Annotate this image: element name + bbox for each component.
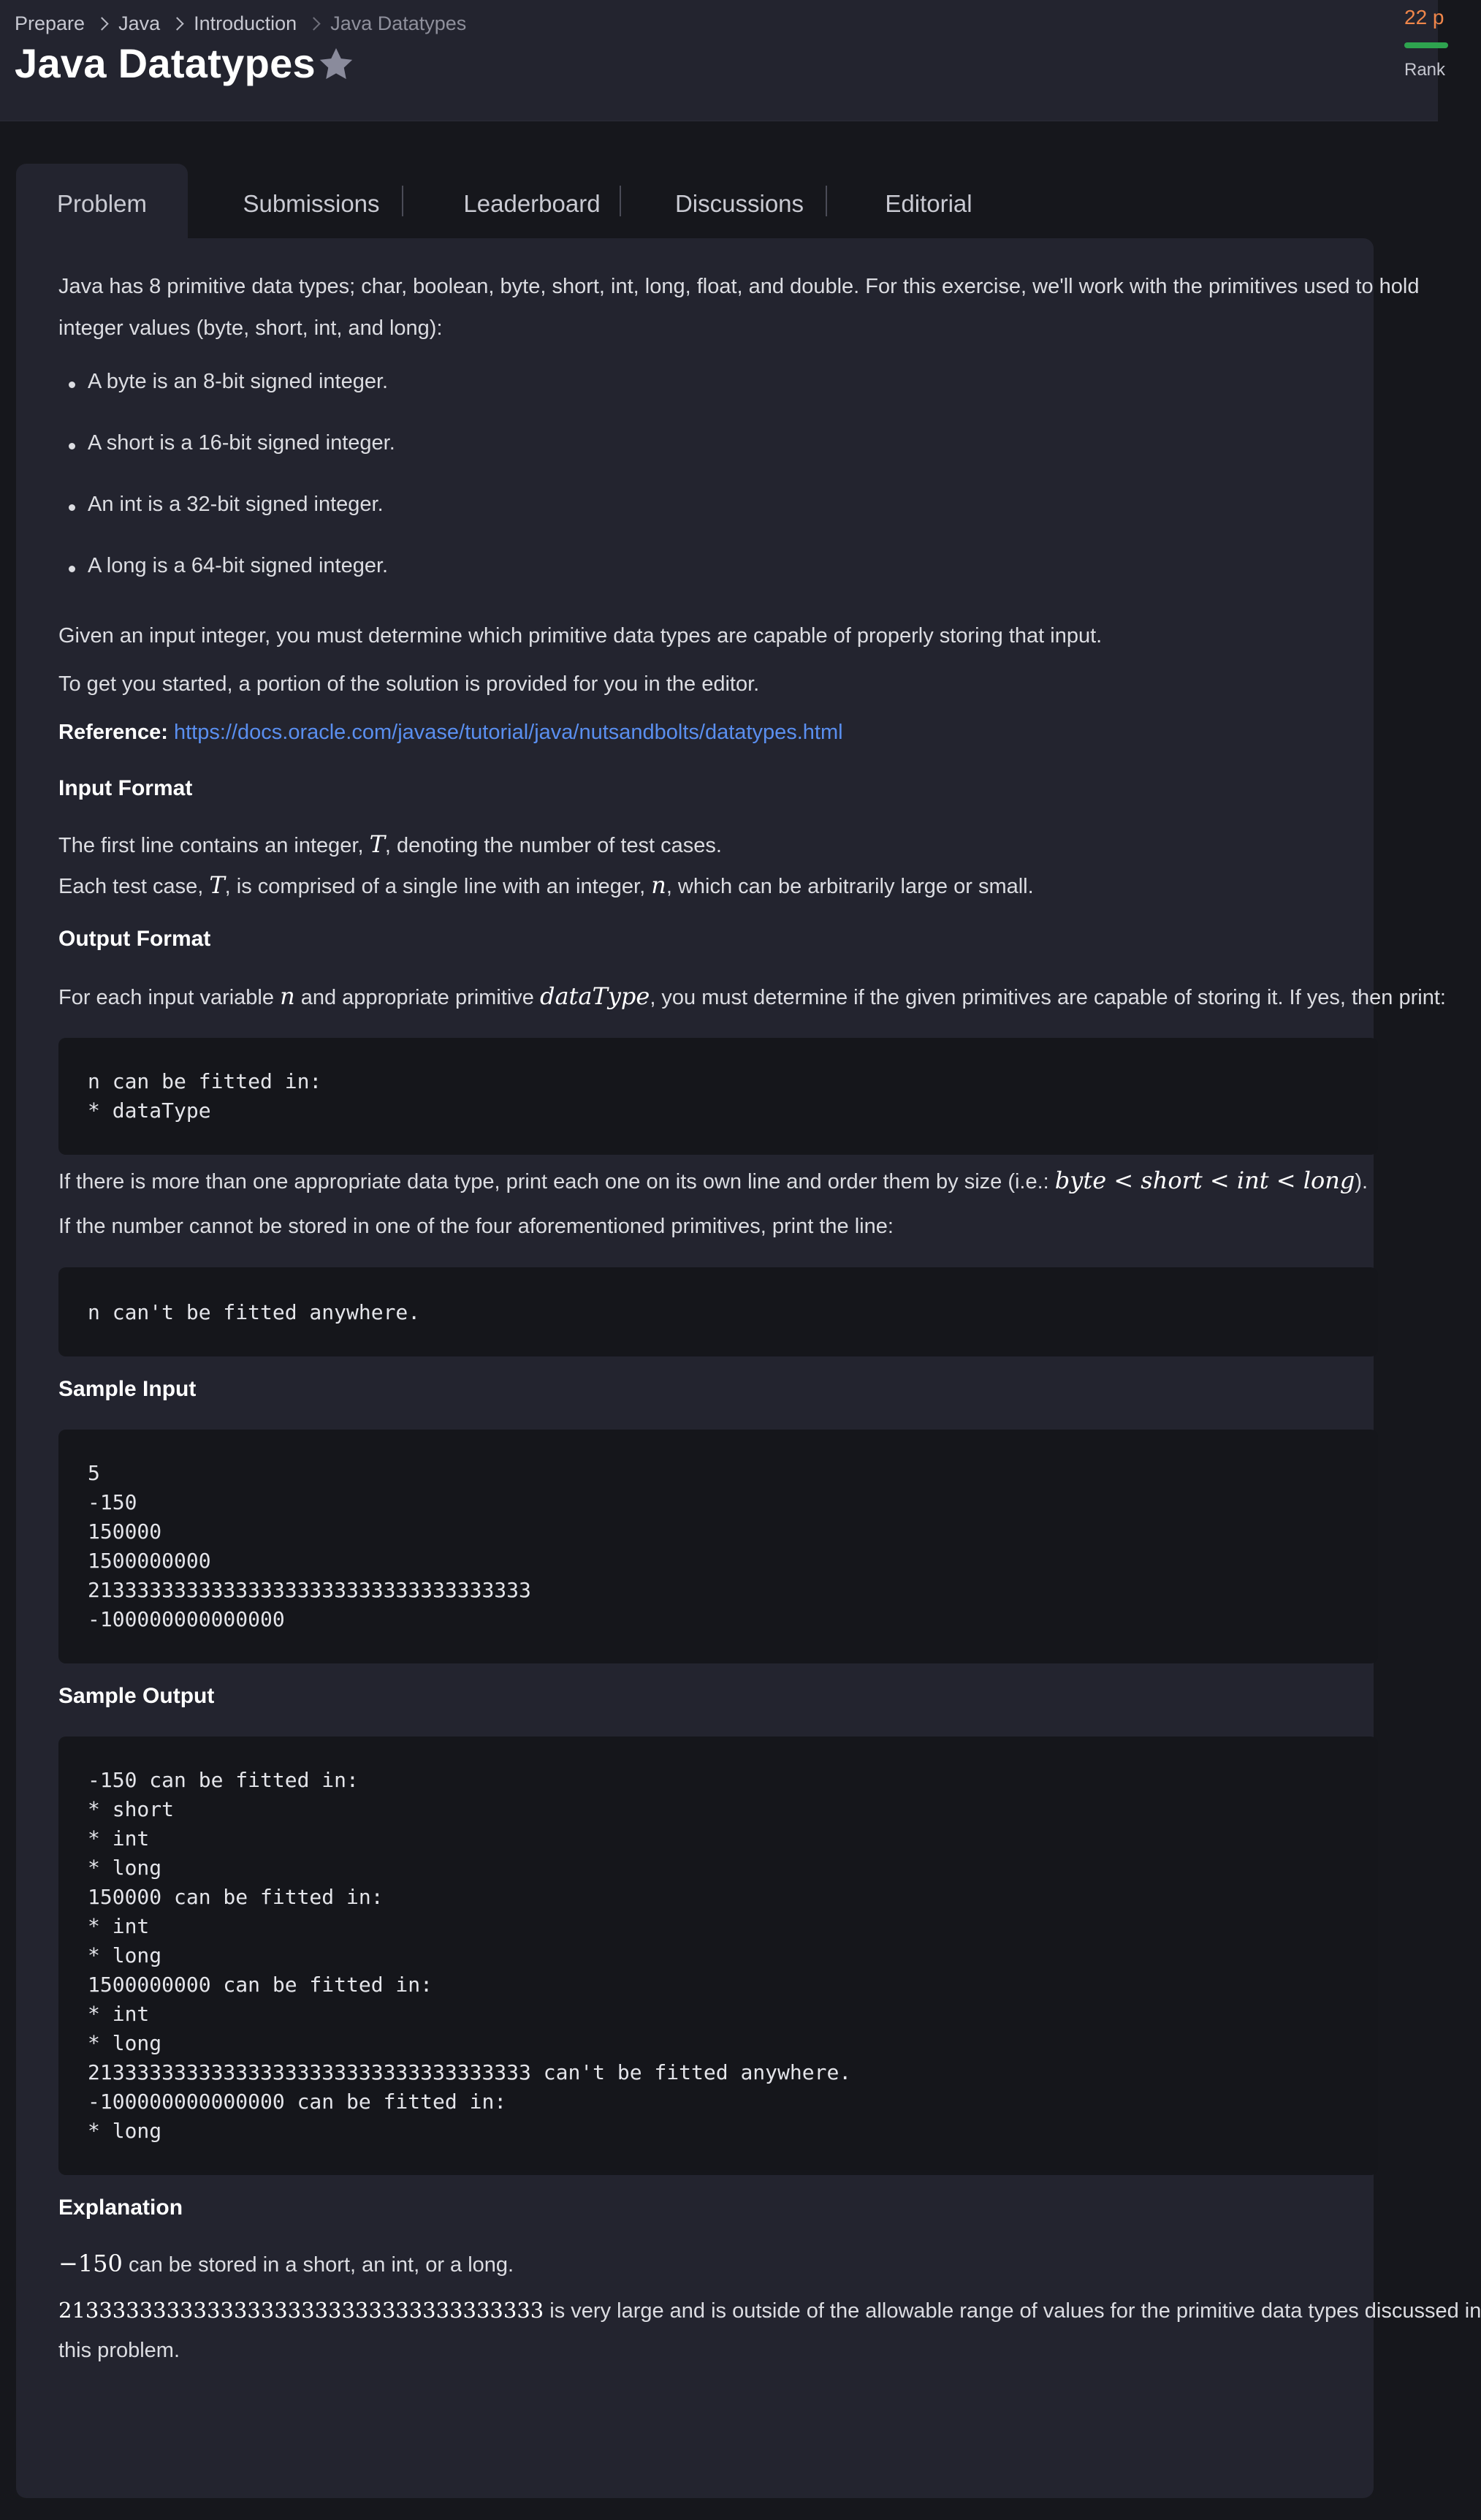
text-fragment: and appropriate primitive [294, 986, 540, 1009]
breadcrumb-current: Java Datatypes [330, 12, 467, 34]
math-var-t: T [209, 871, 225, 899]
explanation-heading: Explanation [58, 2195, 183, 2220]
sample-output-heading: Sample Output [58, 1684, 215, 1708]
tab-divider [402, 186, 403, 216]
code-line: -100000000000000 [88, 1607, 285, 1631]
sample-output-block [58, 1737, 1378, 2175]
code-line: n can be fitted in: [88, 1069, 322, 1093]
code-line: n can't be fitted anywhere. [88, 1300, 421, 1324]
explanation-line3: this problem. [58, 2339, 180, 2362]
math-order: byte < short < int < long [1054, 1166, 1355, 1194]
chevron-right-icon [160, 10, 194, 37]
text-fragment: can be stored in a short, an int, or a long. [122, 2253, 514, 2277]
output-format-line [58, 982, 1446, 1010]
rank-label: Rank [1404, 60, 1446, 80]
list-item: A short is a 16-bit signed integer. [58, 431, 395, 455]
intro-text-line2: integer values (byte, short, int, and long): [58, 316, 443, 340]
code-line: * int [88, 2002, 150, 2026]
input-format-heading: Input Format [58, 776, 193, 800]
code-line: 1500000000 can be fitted in: [88, 1973, 433, 1997]
started-text: To get you started, a portion of the solution is provided for you in the editor. [58, 672, 760, 696]
code-line: -100000000000000 can be fitted in: [88, 2090, 507, 2114]
chevron-right-icon [297, 10, 330, 37]
code-line: 213333333333333333333333333333333333 [88, 1578, 531, 1602]
score-points: 22 p [1404, 6, 1444, 29]
text-fragment: , denoting the number of test cases. [384, 834, 722, 857]
cannot-code-block [58, 1267, 1378, 1356]
order-line [58, 1166, 1368, 1194]
code-line: * long [88, 1856, 162, 1880]
code-line: * long [88, 1943, 162, 1967]
page-title: Java Datatypes [15, 40, 316, 86]
code-line: * long [88, 2031, 162, 2055]
code-line: -150 can be fitted in: [88, 1768, 359, 1792]
explanation-line2 [58, 2298, 1481, 2323]
progress-bar [1404, 42, 1448, 48]
tab-submissions[interactable]: Submissions [243, 190, 380, 217]
list-item: A byte is an 8-bit signed integer. [58, 370, 388, 394]
reference-link[interactable]: https://docs.oracle.com/javase/tutorial/java/nutsandbolts/datatypes.html [173, 721, 843, 744]
code-line: * int [88, 1826, 150, 1851]
chevron-right-icon [85, 10, 118, 37]
cannot-text: If the number cannot be stored in one of the four aforementioned primitives, print the line: [58, 1215, 894, 1238]
intro-text-line1: Java has 8 primitive data types; char, boolean, byte, short, int, long, float, and double. For this exercise, we'll work with the primitives used to hold [58, 275, 1420, 298]
sample-input-block [58, 1430, 1378, 1663]
math-value: −150 [58, 2250, 123, 2277]
code-line: * int [88, 1914, 150, 1938]
breadcrumb [15, 10, 466, 37]
tab-leaderboard[interactable]: Leaderboard [463, 190, 601, 217]
list-item: An int is a 32-bit signed integer. [58, 493, 384, 517]
list-item: A long is a 64-bit signed integer. [58, 554, 388, 578]
text-fragment: The first line contains an integer, [58, 834, 370, 857]
tab-bar [16, 164, 1375, 240]
breadcrumb-prepare[interactable]: Prepare [15, 12, 85, 34]
code-line: * dataType [88, 1098, 211, 1123]
math-var-datatype: dataType [539, 982, 650, 1010]
text-fragment: is very large and is outside of the allowable range of values for the primitive data types discussed in [544, 2299, 1481, 2323]
output-code-block [58, 1038, 1378, 1155]
math-var-n: n [280, 982, 295, 1010]
code-line: * long [88, 2119, 162, 2143]
sample-input-heading: Sample Input [58, 1377, 197, 1401]
star-icon[interactable] [316, 44, 357, 85]
tab-editorial[interactable]: Editorial [885, 190, 972, 217]
tab-discussions[interactable]: Discussions [674, 190, 804, 217]
breadcrumb-introduction[interactable]: Introduction [194, 12, 297, 34]
code-line: * short [88, 1797, 175, 1821]
explanation-line1 [58, 2250, 514, 2277]
text-fragment: ). [1355, 1170, 1368, 1193]
input-format-line1 [58, 830, 722, 858]
tab-divider [620, 186, 621, 216]
math-value: 213333333333333333333333333333333333 [58, 2298, 544, 2323]
text-fragment: Each test case, [58, 875, 210, 898]
reference-line [58, 721, 843, 745]
code-line: -150 [88, 1490, 137, 1514]
text-fragment: , which can be arbitrarily large or small. [666, 875, 1034, 898]
output-format-heading: Output Format [58, 927, 211, 951]
problem-card [16, 238, 1481, 2498]
text-fragment: If there is more than one appropriate data type, print each one on its own line and order them by size (i.e.: [58, 1170, 1055, 1193]
given-text: Given an input integer, you must determine which primitive data types are capable of properly storing that input. [58, 624, 1103, 648]
code-line: 5 [88, 1461, 100, 1485]
breadcrumb-java[interactable]: Java [118, 12, 161, 34]
text-fragment: For each input variable [58, 986, 281, 1009]
reference-label: Reference: [58, 721, 168, 744]
code-line: 150000 [88, 1519, 162, 1544]
tab-divider [826, 186, 827, 216]
text-fragment: , you must determine if the given primitives are capable of storing it. If yes, then print: [650, 986, 1446, 1009]
input-format-line2 [58, 871, 1034, 899]
code-line: 1500000000 [88, 1549, 211, 1573]
text-fragment: , is comprised of a single line with an integer, [224, 875, 652, 898]
tab-problem[interactable]: Problem [16, 164, 188, 240]
code-line: 150000 can be fitted in: [88, 1885, 384, 1909]
math-var-n: n [651, 871, 666, 899]
code-line: 213333333333333333333333333333333333 can't be fitted anywhere. [88, 2060, 852, 2084]
math-var-t: T [369, 830, 385, 858]
page-header [0, 0, 1446, 121]
